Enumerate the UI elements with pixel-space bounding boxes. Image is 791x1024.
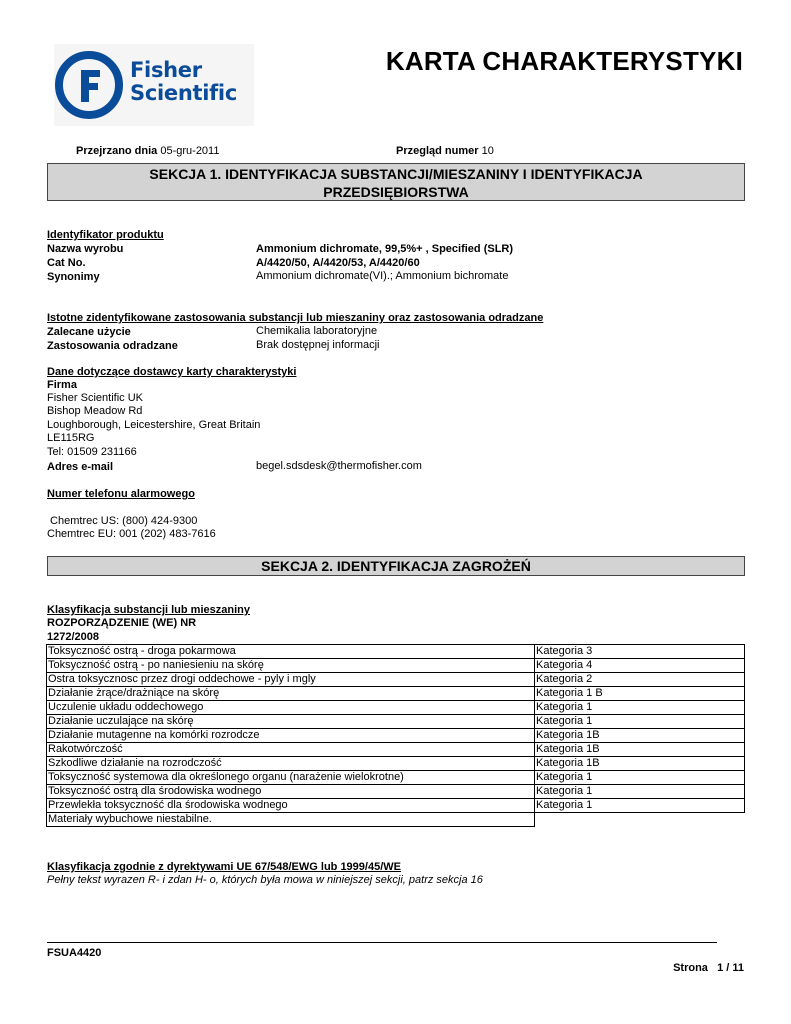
revision-date-value: 05-gru-2011 xyxy=(160,145,220,157)
revision-date-label: Przejrzano dnia xyxy=(76,145,158,157)
section-1-title-line-1: SEKCJA 1. IDENTYFIKACJA SUBSTANCJI/MIESZANINY I IDENTYFIKACJA xyxy=(149,166,643,182)
section-2-header xyxy=(47,556,745,576)
regulation-line-1: ROZPORZĄDZENIE (WE) NR xyxy=(47,617,197,629)
logo-line-1: Fisher xyxy=(130,58,202,82)
email-label: Adres e-mail xyxy=(47,461,114,473)
hazard-class: Toksyczność ostrą - po naniesieniu na skórę xyxy=(47,659,535,673)
hazard-class: Działanie żrące/drażniące na skórę xyxy=(47,687,535,701)
table-row xyxy=(47,785,745,799)
hazard-class: Szkodliwe działanie na rozrodczość xyxy=(47,757,535,771)
email: begel.sdsdesk@thermofisher.com xyxy=(256,460,422,472)
company-line: Bishop Meadow Rd xyxy=(47,405,143,417)
emergency-phone-line: Chemtrec US: (800) 424-9300 xyxy=(47,515,198,527)
table-row xyxy=(47,701,745,715)
hazard-category: Kategoria 2 xyxy=(535,673,745,687)
table-row xyxy=(47,729,745,743)
hazard-class: Toksyczność ostrą dla środowiska wodnego xyxy=(47,785,535,799)
hazard-category: Kategoria 1B xyxy=(535,729,745,743)
hazard-class: Ostra toksycznosc przez drogi oddechowe - pyly i mgly xyxy=(47,673,535,687)
hazard-category: Kategoria 4 xyxy=(535,659,745,673)
uses-advised-against: Brak dostępnej informacji xyxy=(256,339,380,351)
cat-no-label: Cat No. xyxy=(47,257,86,269)
product-identifier-heading: Identyfikator produktu xyxy=(47,229,164,241)
table-row xyxy=(47,687,745,701)
supplier-heading: Dane dotyczące dostawcy karty charakterystyki xyxy=(47,366,297,378)
hazard-category: Kategoria 1 xyxy=(535,715,745,729)
hazard-class: Toksyczność ostrą - droga pokarmowa xyxy=(47,645,535,659)
hazard-class: Uczulenie układu oddechowego xyxy=(47,701,535,715)
hazard-class: Działanie uczulające na skórę xyxy=(47,715,535,729)
table-row xyxy=(47,813,745,827)
document-code: FSUA4420 xyxy=(47,947,102,959)
emergency-phone-heading: Numer telefonu alarmowego xyxy=(47,488,195,500)
company-label: Firma xyxy=(47,379,77,391)
revision-number xyxy=(396,145,494,157)
hazard-class: Materiały wybuchowe niestabilne. xyxy=(47,813,535,827)
hazard-class: Przewlekła toksyczność dla środowiska wodnego xyxy=(47,799,535,813)
hazard-category: Kategoria 3 xyxy=(535,645,745,659)
company-line: Fisher Scientific UK xyxy=(47,392,143,404)
hazard-class: Toksyczność systemowa dla określonego organu (narażenie wielokrotne) xyxy=(47,771,535,785)
document-title: KARTA CHARAKTERYSTYKI xyxy=(385,46,743,76)
company-logo xyxy=(54,44,254,126)
table-row xyxy=(47,771,745,785)
logo-text xyxy=(130,59,237,105)
eu-classification-heading: Klasyfikacja zgodnie z dyrektywami UE 67/548/EWG lub 1999/45/WE xyxy=(47,861,401,873)
hazard-category: Kategoria 1 xyxy=(535,799,745,813)
table-row xyxy=(47,645,745,659)
uses-heading: Istotne zidentyfikowane zastosowania substancji lub mieszaniny oraz zastosowania odradzane xyxy=(47,312,544,324)
fisher-logo-icon xyxy=(54,50,124,120)
recommended-use-label: Zalecane użycie xyxy=(47,326,131,338)
cat-no: A/4420/50, A/4420/53, A/4420/60 xyxy=(256,257,420,269)
section-2-title: SEKCJA 2. IDENTYFIKACJA ZAGROŻEŃ xyxy=(261,558,531,574)
product-name: Ammonium dichromate, 99,5%+ , Specified (SLR) xyxy=(256,243,514,255)
hazard-category: Kategoria 1 xyxy=(535,785,745,799)
table-row xyxy=(47,715,745,729)
hazard-category: Kategoria 1B xyxy=(535,743,745,757)
page-indicator xyxy=(673,962,744,975)
uses-advised-against-label: Zastosowania odradzane xyxy=(47,340,178,352)
table-row xyxy=(47,659,745,673)
table-row xyxy=(47,673,745,687)
page-number: 1 / 11 xyxy=(717,962,744,974)
hazard-class: Rakotwórczość xyxy=(47,743,535,757)
emergency-phone-line: Chemtrec EU: 001 (202) 483-7616 xyxy=(47,528,216,540)
logo-line-2: Scientific xyxy=(130,81,237,105)
company-line: Tel: 01509 231166 xyxy=(47,446,137,458)
synonyms: Ammonium dichromate(VI).; Ammonium bichromate xyxy=(256,270,509,282)
page-label: Strona xyxy=(673,962,708,974)
revision-number-value: 10 xyxy=(481,145,494,157)
hazard-category: Kategoria 1 B xyxy=(535,687,745,701)
section-1-header xyxy=(47,163,745,201)
table-row xyxy=(47,743,745,757)
table-row xyxy=(47,799,745,813)
table-row xyxy=(47,757,745,771)
classification-heading: Klasyfikacja substancji lub mieszaniny xyxy=(47,604,250,616)
hazard-category: Kategoria 1 xyxy=(535,701,745,715)
footer-divider xyxy=(47,942,717,943)
hazard-category xyxy=(535,813,745,827)
synonyms-label: Synonimy xyxy=(47,271,100,283)
company-line: Loughborough, Leicestershire, Great Britain xyxy=(47,419,261,431)
revision-number-label: Przegląd numer xyxy=(396,145,479,157)
hazard-class: Działanie mutagenne na komórki rozrodcze xyxy=(47,729,535,743)
classification-table xyxy=(46,644,745,827)
regulation-line-2: 1272/2008 xyxy=(47,631,99,643)
recommended-use: Chemikalia laboratoryjne xyxy=(256,325,378,337)
revision-date xyxy=(76,145,219,157)
hazard-category: Kategoria 1 xyxy=(535,771,745,785)
section-1-title-line-2: PRZEDSIĘBIORSTWA xyxy=(323,184,469,200)
company-line: LE115RG xyxy=(47,432,95,444)
eu-classification-note: Pełny tekst wyrazen R- i zdan H- o, których była mowa w niniejszej sekcji, patrz sekcja 16 xyxy=(47,874,483,886)
product-name-label: Nazwa wyrobu xyxy=(47,243,124,255)
hazard-category: Kategoria 1B xyxy=(535,757,745,771)
